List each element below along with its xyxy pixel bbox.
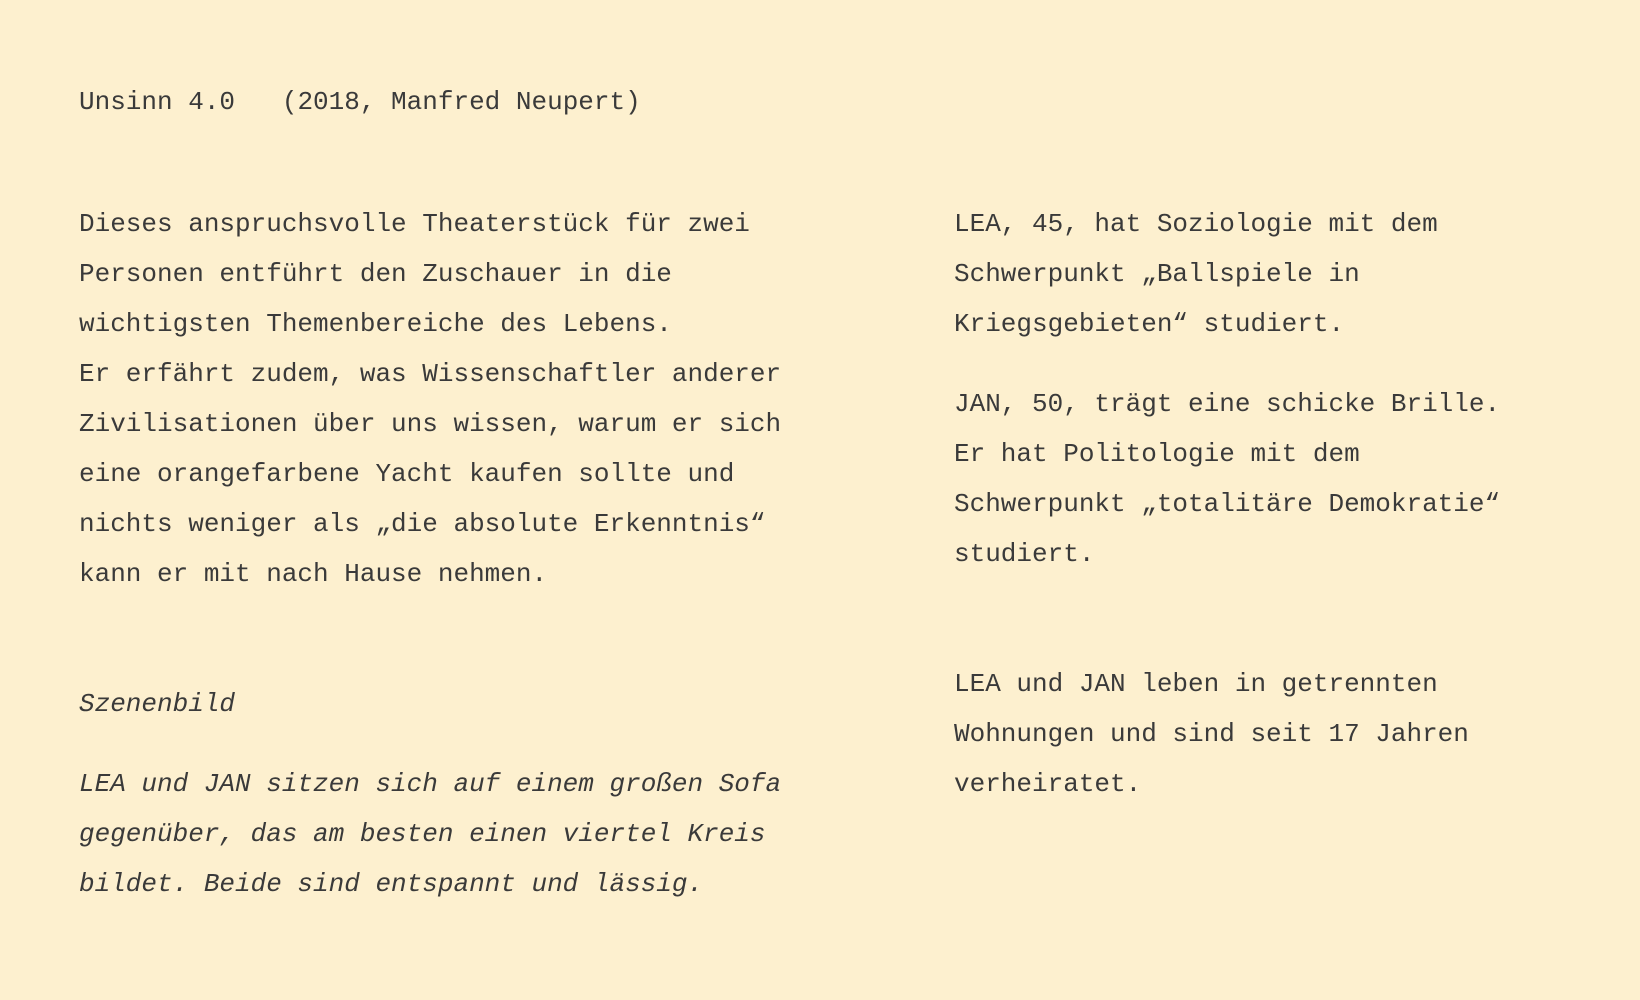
- scene-line: gegenüber, das am besten einen viertel Kreis: [79, 819, 766, 849]
- character-jan: [954, 379, 1500, 579]
- play-description: [79, 199, 781, 599]
- description-line: Personen entführt den Zuschauer in die: [79, 259, 672, 289]
- description-line: Zivilisationen über uns wissen, warum er sich: [79, 409, 782, 439]
- title-work: Unsinn 4.0: [79, 87, 236, 117]
- character-lea-line: Schwerpunkt „Ballspiele in: [954, 259, 1360, 289]
- character-lea: [954, 199, 1438, 349]
- character-jan-line: Schwerpunkt „totalitäre Demokratie“: [954, 489, 1501, 519]
- description-line: eine orangefarbene Yacht kaufen sollte und: [79, 459, 735, 489]
- character-jan-line: JAN, 50, trägt eine schicke Brille.: [954, 389, 1501, 419]
- page-title: [79, 85, 641, 119]
- title-meta: (2018, Manfred Neupert): [281, 87, 641, 117]
- relationship-line: verheiratet.: [954, 769, 1142, 799]
- scene-description: [79, 759, 781, 909]
- relationship-line: Wohnungen und sind seit 17 Jahren: [954, 719, 1469, 749]
- description-line: Dieses anspruchsvolle Theaterstück für zwei: [79, 209, 750, 239]
- scene-heading-block: [79, 679, 235, 729]
- character-jan-line: studiert.: [954, 539, 1095, 569]
- scene-line: bildet. Beide sind entspannt und lässig.: [79, 869, 704, 899]
- description-line: kann er mit nach Hause nehmen.: [79, 559, 548, 589]
- description-line: nichts weniger als „die absolute Erkenntnis“: [79, 509, 766, 539]
- scene-line: LEA und JAN sitzen sich auf einem großen Sofa: [79, 769, 782, 799]
- character-jan-line: Er hat Politologie mit dem: [954, 439, 1360, 469]
- description-line: Er erfährt zudem, was Wissenschaftler anderer: [79, 359, 782, 389]
- character-lea-line: LEA, 45, hat Soziologie mit dem: [954, 209, 1438, 239]
- relationship-line: LEA und JAN leben in getrennten: [954, 669, 1438, 699]
- scene-heading: Szenenbild: [79, 689, 236, 719]
- character-lea-line: Kriegsgebieten“ studiert.: [954, 309, 1345, 339]
- description-line: wichtigsten Themenbereiche des Lebens.: [79, 309, 672, 339]
- character-relationship: [954, 659, 1469, 809]
